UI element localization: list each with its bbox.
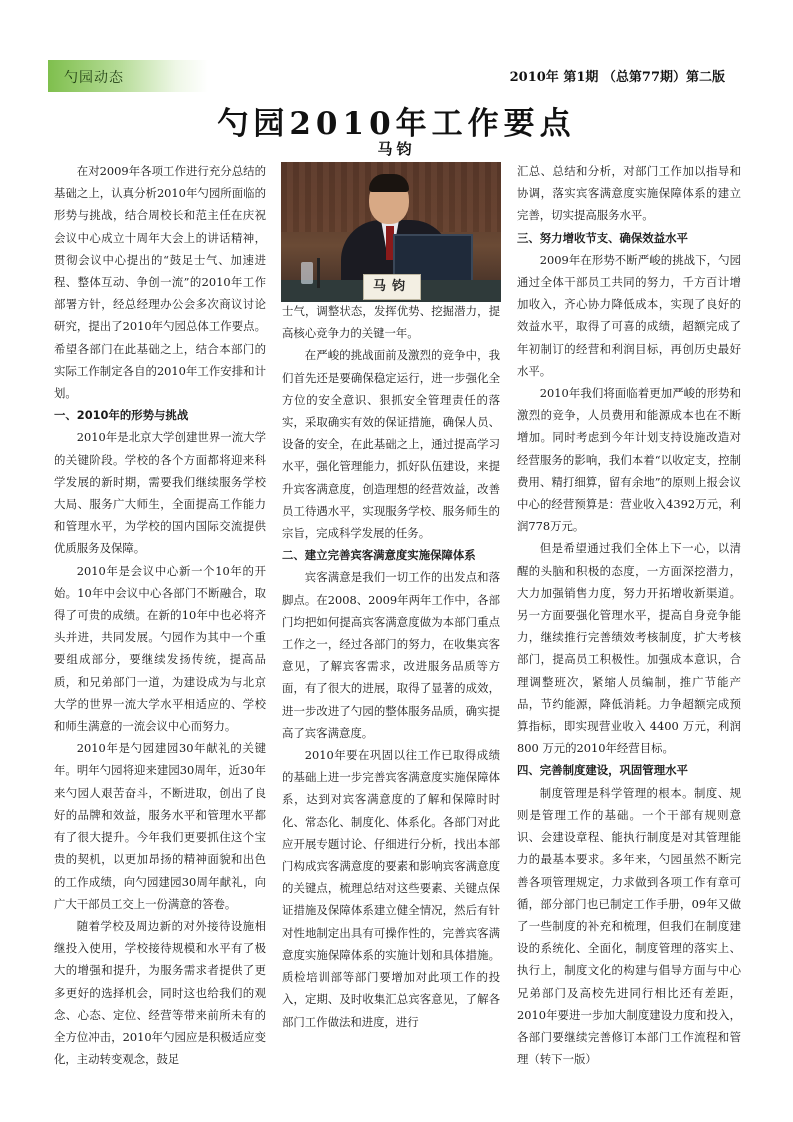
paragraph: 2010年是会议中心新一个10年的开始。10年中会议中心各部门不断融合，取得了可贵的成绩。在新的10年中也必将齐头并进，共同发展。勺园作为其中一个重要组成部分，要继续发扬传统，提高品质，和兄弟部门一道，为建设成为与北京大学的世界一流大学水平相适应的、学校和师生满意的一流会议中心而努力。	[54, 563, 266, 734]
paragraph: 随着学校及周边新的对外接待设施相继投入使用，学校接待规模和水平有了极大的增强和提升，为服务需求者提供了更多更好的选择机会，同时这也给我们的观念、心态、定位、经营等带来前所未有的全方位冲击，2010年勺园应是积极适应变化，主动转变观念，鼓足	[54, 918, 266, 1067]
section-heading-1: 一、2010年的形势与挑战	[54, 408, 189, 423]
paragraph: 制度管理是科学管理的根本。制度、规则是管理工作的基础。一个干部有规则意识、会建设章程、能执行制度是对其管理能力的最基本要求。多年来，勺园虽然不断完善各项管理规定，力求做到各项工作有章可循，部分部门也已制定工作手册，09年又做了一些制度的补充和梳理，但我们在制度建设的系统化、全面化，制度管理的落实上、执行上，制度文化的构建与倡导方面与中心兄弟部门及高校先进同行相比还有差距，2010年要进一步加大制度建设力度和投入，各部门要继续完善修订本部门工作流程和管理（转下一版）	[517, 785, 741, 1067]
section-heading-3: 三、努力增收节支、确保效益水平	[517, 230, 688, 245]
paragraph: 在严峻的挑战面前及激烈的竞争中，我们首先还是要确保稳定运行，进一步强化全方位的安全意识、狠抓安全管理责任的落实，采取确实有效的保证措施，确保人员、设备的安全，在此基础之上，通过提高学习水平，强化管理能力，抓好队伍建设，来提升宾客满意度，创造理想的经营效益，改善员工待遇水平，实现服务学校、服务师生的宗旨，完成科学发展的任务。	[282, 348, 500, 541]
section-tab	[48, 60, 208, 92]
paragraph-continued: 汇总、总结和分析，对部门工作加以指导和协调，落实宾客满意度实施保障体系的建立完善，切实提高服务水平。	[517, 164, 741, 223]
paragraph: 宾客满意是我们一切工作的出发点和落脚点。在2008、2009年两年工作中，各部门均把如何提高宾客满意度做为本部门重点工作之一，经过各部门的努力，在收集宾客意见，了解宾客需求，改进服务品质等方面，有了很大的进展，取得了显著的成效，进一步改进了勺园的整体服务品质，确实提高了宾客满意度。	[282, 570, 500, 740]
paragraph: 2010年是勺园建园30年献礼的关键年。明年勺园将迎来建园30周年，近30年来勺园人艰苦奋斗，不断进取，创出了良好的品牌和效益，服务水平和管理水平都有了很大提升。今年我们更要抓住这个宝贵的契机，以更加昂扬的精神面貌和出色的工作成绩，向勺园建园30周年献礼，向广大干部员工交上一份满意的答卷。	[54, 741, 266, 911]
paragraph: 2010年要在巩固以往工作已取得成绩的基础上进一步完善宾客满意度实施保障体系，达到对宾客满意度的了解和保障时时化、常态化、制度化、体系化。各部门对此应开展专题讨论、仔细进行分析，找出本部门构成宾客满意度的要素和影响宾客满意度的关键点，梳理总结对这些要素、关键点保证措施及保障体系建立健全情况，然后有针对性地制定出具有可操作性的，完善宾客满意度实施保障体系的实施计划和具体措施。质检培训部等部门要增加对此项工作的投入，定期、及时收集汇总宾客意见，了解各部门工作做法和进度，进行	[282, 748, 500, 1029]
column-2	[282, 300, 500, 1033]
section-heading-4: 四、完善制度建设，巩固管理水平	[517, 763, 688, 778]
photo-glass	[301, 262, 313, 284]
paragraph: 2010年我们将面临着更加严峻的形势和激烈的竞争，人员费用和能源成本也在不断增加。同时考虑到今年计划支持设施改造对经营服务的影响，我们本着“以收定支，控制费用、精打细算，留有余地”的原则上报会议中心的经营预算是：营业收入4392万元，利润778万元。	[517, 386, 741, 534]
column-1	[54, 160, 266, 1070]
paragraph-intro: 在对2009年各项工作进行充分总结的基础之上，认真分析2010年勺园所面临的形势与挑战，结合周校长和范主任在庆祝会议中心成立十周年大会上的讲话精神，贯彻会议中心提出的“鼓足士气、加速进程、整体互动、争创一流”的2010年工作部署方针，经总经理办公会多次商议讨论研究，提出了2010年勺园总体工作要点。希望各部门在此基础之上，结合本部门的实际工作制定各自的2010年工作安排和计划。	[54, 164, 266, 401]
column-3	[517, 160, 741, 1070]
photo-microphone	[317, 258, 320, 288]
article-author: 马钧	[377, 140, 416, 158]
paragraph-continued: 士气，调整状态，发挥优势、挖掘潜力，提高核心竞争力的关键一年。	[282, 304, 500, 341]
photo-nameplate: 马钧	[363, 274, 421, 300]
section-heading-2: 二、建立完善宾客满意度实施保障体系	[282, 548, 476, 563]
section-label: 勺园动态	[64, 70, 124, 86]
paragraph: 2009年在形势不断严峻的挑战下，勺园通过全体干部员工共同的努力，千方百计增加收入，齐心协力降低成本，实现了良好的效益水平，取得了可喜的成绩，超额完成了年初制订的经营和利润目标，再创历史最好水平。	[517, 252, 741, 378]
photo-hair	[369, 174, 409, 192]
paragraph: 2010年是北京大学创建世界一流大学的关键阶段。学校的各个方面都将迎来科学发展的新时期，需要我们继续服务学校大局、服务广大师生，全面提高工作能力和管理水平，为学校的国内国际交流提供优质服务及保障。	[54, 430, 266, 556]
article-title: 勺园2010年工作要点	[217, 106, 576, 142]
speaker-photo	[281, 162, 501, 302]
paragraph: 但是希望通过我们全体上下一心，以清醒的头脑和积极的态度，一方面深挖潜力，大力加强销售力度，努力开拓增收新渠道。另一方面要强化管理水平，提高自身竞争能力，继续推行完善绩效考核制度，扩大考核部门，提高员工积极性。加强成本意识，合理调整班次，紧缩人员编制，推广节能产品，节约能源，降低消耗。力争超额完成预算指标，即实现营业收入 4400 万元，利润 800 万元的2010年经营目标。	[517, 541, 741, 756]
issue-info: 2010年 第1期 （总第77期）第二版	[509, 70, 725, 85]
